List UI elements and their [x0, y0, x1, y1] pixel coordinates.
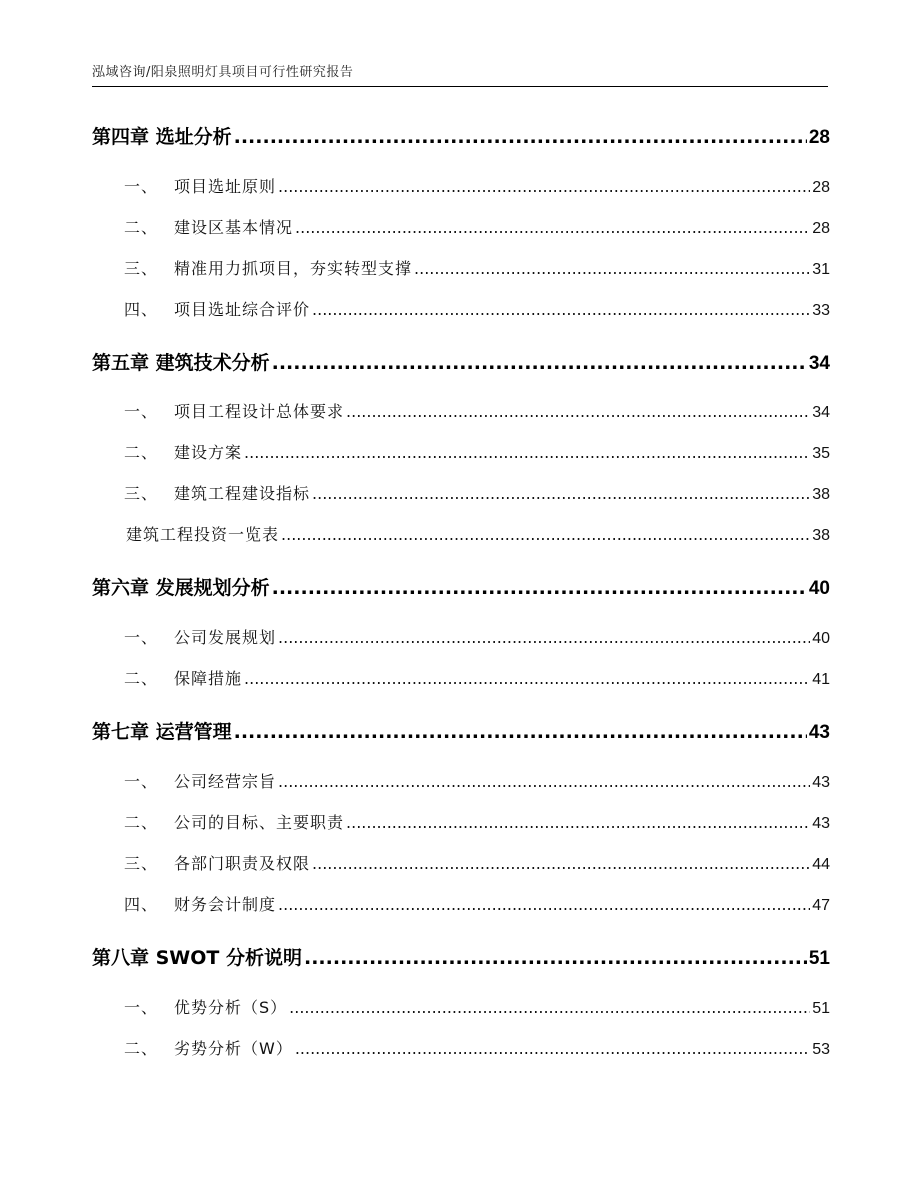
- toc-entry-number: 二、: [124, 813, 159, 832]
- toc-entry-page-number: 44: [812, 856, 830, 873]
- toc-entry-number: 一、: [124, 772, 159, 791]
- dot-leader: [234, 721, 807, 743]
- dot-leader: [281, 525, 810, 544]
- toc-entry-title: 保障措施: [174, 669, 243, 688]
- toc-entry-number: 四、: [124, 895, 159, 914]
- toc-entry-page-number: 40: [812, 630, 830, 647]
- toc-entry-title: 建设区基本情况: [174, 218, 294, 237]
- toc-section-entry[interactable]: [124, 892, 830, 915]
- dot-leader: [278, 177, 810, 196]
- toc-entry-title: 各部门职责及权限: [174, 854, 311, 873]
- dot-leader: [304, 947, 807, 969]
- toc-entry-number: 二、: [124, 1039, 159, 1058]
- dot-leader: [312, 854, 810, 873]
- toc-entry-page-number: 33: [812, 302, 830, 319]
- toc-entry-page-number: 38: [812, 527, 830, 544]
- dot-leader: [346, 813, 810, 832]
- toc-entry-page-number: 51: [812, 1000, 830, 1017]
- dot-leader: [244, 443, 810, 462]
- toc-entry-title: 第七章 运营管理: [92, 721, 232, 743]
- toc-entry-title: 项目选址原则: [174, 177, 277, 196]
- dot-leader: [244, 669, 810, 688]
- dot-leader: [272, 352, 807, 374]
- toc-entry-title: 财务会计制度: [174, 895, 277, 914]
- toc-entry-page-number: 34: [812, 404, 830, 421]
- toc-entry-page-number: 31: [812, 261, 830, 278]
- toc-entry-page-number: 34: [808, 353, 830, 374]
- toc-section-entry[interactable]: [124, 297, 830, 320]
- toc-entry-title: 精准用力抓项目，夯实转型支撑: [174, 259, 413, 278]
- toc-entry-title: 项目选址综合评价: [174, 300, 311, 319]
- toc-entry-title: 第六章 发展规划分析: [92, 577, 270, 599]
- toc-entry-number: 三、: [124, 259, 159, 278]
- toc-entry-number: 一、: [124, 628, 159, 647]
- toc-entry-title: 建设方案: [174, 443, 243, 462]
- toc-section-entry[interactable]: [124, 215, 830, 238]
- dot-leader: [272, 577, 807, 599]
- toc-entry-page-number: 53: [812, 1041, 830, 1058]
- toc-entry-page-number: 41: [812, 671, 830, 688]
- toc-section-entry[interactable]: [124, 481, 830, 504]
- toc-entry-title: 劣势分析（W）: [174, 1039, 293, 1058]
- toc-entry-number: 三、: [124, 484, 159, 503]
- toc-section-entry[interactable]: [126, 522, 830, 545]
- toc-section-entry[interactable]: [124, 851, 830, 874]
- toc-chapter-entry[interactable]: [92, 122, 830, 149]
- toc-section-entry[interactable]: [124, 995, 830, 1018]
- dot-leader: [295, 1039, 810, 1058]
- toc-chapter-entry[interactable]: [92, 573, 830, 600]
- toc-entry-title: 优势分析（S）: [174, 998, 288, 1017]
- toc-chapter-entry[interactable]: [92, 717, 830, 744]
- toc-entry-page-number: 47: [812, 897, 830, 914]
- toc-entry-number: 三、: [124, 854, 159, 873]
- toc-entry-title: 第四章 选址分析: [92, 126, 232, 148]
- toc-entry-number: 一、: [124, 998, 159, 1017]
- toc-chapter-entry[interactable]: [92, 943, 830, 970]
- toc-entry-number: 二、: [124, 443, 159, 462]
- dot-leader: [414, 259, 810, 278]
- dot-leader: [234, 126, 807, 148]
- toc-entry-title: 建筑工程投资一览表: [126, 525, 280, 544]
- dot-leader: [295, 218, 810, 237]
- toc-entry-page-number: 51: [808, 948, 830, 969]
- dot-leader: [278, 895, 810, 914]
- toc-entry-number: 四、: [124, 300, 159, 319]
- toc-section-entry[interactable]: [124, 440, 830, 463]
- toc-entry-title: 第五章 建筑技术分析: [92, 352, 270, 374]
- toc-entry-title: 项目工程设计总体要求: [174, 402, 345, 421]
- toc-entry-title: 公司经营宗旨: [174, 772, 277, 791]
- toc-entry-number: 一、: [124, 177, 159, 196]
- toc-entry-title: 第八章 SWOT 分析说明: [92, 947, 302, 969]
- dot-leader: [278, 628, 810, 647]
- toc-entry-page-number: 43: [808, 722, 830, 743]
- toc-entry-title: 建筑工程建设指标: [174, 484, 311, 503]
- toc-entry-number: 二、: [124, 669, 159, 688]
- toc-entry-title: 公司的目标、主要职责: [174, 813, 345, 832]
- dot-leader: [278, 772, 810, 791]
- header-rule: [92, 86, 828, 87]
- toc-section-entry[interactable]: [124, 174, 830, 197]
- toc-entry-page-number: 43: [812, 774, 830, 791]
- toc-section-entry[interactable]: [124, 399, 830, 422]
- dot-leader: [289, 998, 810, 1017]
- toc-section-entry[interactable]: [124, 769, 830, 792]
- dot-leader: [312, 300, 810, 319]
- toc-entry-number: 一、: [124, 402, 159, 421]
- running-header: 泓域咨询/阳泉照明灯具项目可行性研究报告: [92, 65, 354, 80]
- toc-section-entry[interactable]: [124, 1036, 830, 1059]
- toc-section-entry[interactable]: [124, 256, 830, 279]
- dot-leader: [312, 484, 810, 503]
- toc-entry-page-number: 28: [812, 220, 830, 237]
- toc-section-entry[interactable]: [124, 810, 830, 833]
- toc-entry-page-number: 38: [812, 486, 830, 503]
- dot-leader: [346, 402, 810, 421]
- toc-entry-page-number: 40: [808, 578, 830, 599]
- toc-entry-page-number: 43: [812, 815, 830, 832]
- toc-entry-page-number: 28: [812, 179, 830, 196]
- toc-entry-number: 二、: [124, 218, 159, 237]
- toc-entry-page-number: 28: [808, 127, 830, 148]
- toc-chapter-entry[interactable]: [92, 348, 830, 375]
- toc-section-entry[interactable]: [124, 625, 830, 648]
- toc-section-entry[interactable]: [124, 666, 830, 689]
- toc-entry-title: 公司发展规划: [174, 628, 277, 647]
- toc-entry-page-number: 35: [812, 445, 830, 462]
